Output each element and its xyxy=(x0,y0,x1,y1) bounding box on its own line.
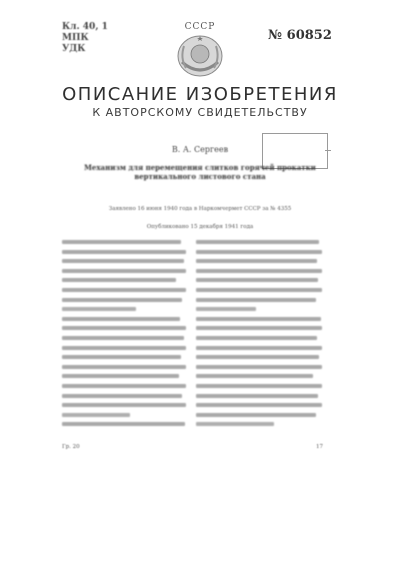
class-code: Кл. 40, 1 xyxy=(62,22,108,32)
patent-number: № 60852 xyxy=(268,28,332,43)
class-codes xyxy=(62,22,108,55)
document-subtitle: К АВТОРСКОМУ СВИДЕТЕЛЬСТВУ xyxy=(92,106,308,119)
country-label: СССР xyxy=(184,22,216,32)
publication-date: Опубликовано 15 декабря 1941 года xyxy=(146,224,254,230)
body-column-left xyxy=(62,240,186,432)
class-code: МПК xyxy=(62,33,89,43)
body-column-right xyxy=(196,240,322,432)
author-name: В. А. Сергеев xyxy=(171,145,229,154)
filing-info: Заявлено 16 июня 1940 года в Наркомчермет СССР за № 4355 xyxy=(108,206,292,212)
document-title: ОПИСАНИЕ ИЗОБРЕТЕНИЯ xyxy=(62,84,338,105)
class-code: УДК xyxy=(62,44,86,54)
footer-page-number: 17 xyxy=(316,444,323,450)
invention-title: Механизм для перемещения слитков горячей прокатки вертикального листового стана xyxy=(84,163,316,181)
ussr-emblem-icon xyxy=(172,32,228,80)
footer-group: Гр. 20 xyxy=(62,444,80,450)
